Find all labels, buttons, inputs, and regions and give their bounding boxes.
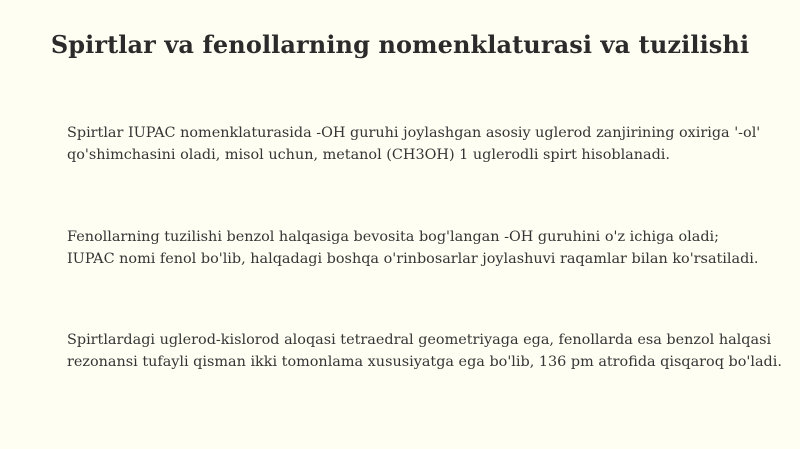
paragraph-phenol-structure	[67, 226, 777, 270]
paragraph-bond-geometry	[67, 329, 782, 373]
paragraph-line: IUPAC nomi fenol bo'lib, halqadagi boshqa o'rinbosarlar joylashuvi raqamlar bilan ko'rsatiladi.	[67, 251, 759, 267]
slide-title: Spirtlar va fenollarning nomenklaturasi va tuzilishi	[50, 30, 750, 59]
paragraph-line: rezonansi tufayli qisman ikki tomonlama xususiyatga ega bo'lib, 136 pm atrofida qisqaroq bo'ladi.	[67, 354, 782, 370]
paragraph-line: qo'shimchasini oladi, misol uchun, metanol (CH3OH) 1 uglerodli spirt hisoblanadi.	[67, 147, 670, 163]
paragraph-line: Fenollarning tuzilishi benzol halqasiga bevosita bog'langan -OH guruhini o'z ichiga oladi;	[67, 229, 720, 245]
paragraph-alcohol-nomenclature	[67, 122, 777, 166]
paragraph-line: Spirtlar IUPAC nomenklaturasida -OH guruhi joylashgan asosiy uglerod zanjirining oxiriga '-ol'	[67, 125, 761, 141]
paragraph-line: Spirtlardagi uglerod-kislorod aloqasi tetraedral geometriyaga ega, fenollarda esa benzol halqasi	[67, 332, 772, 348]
